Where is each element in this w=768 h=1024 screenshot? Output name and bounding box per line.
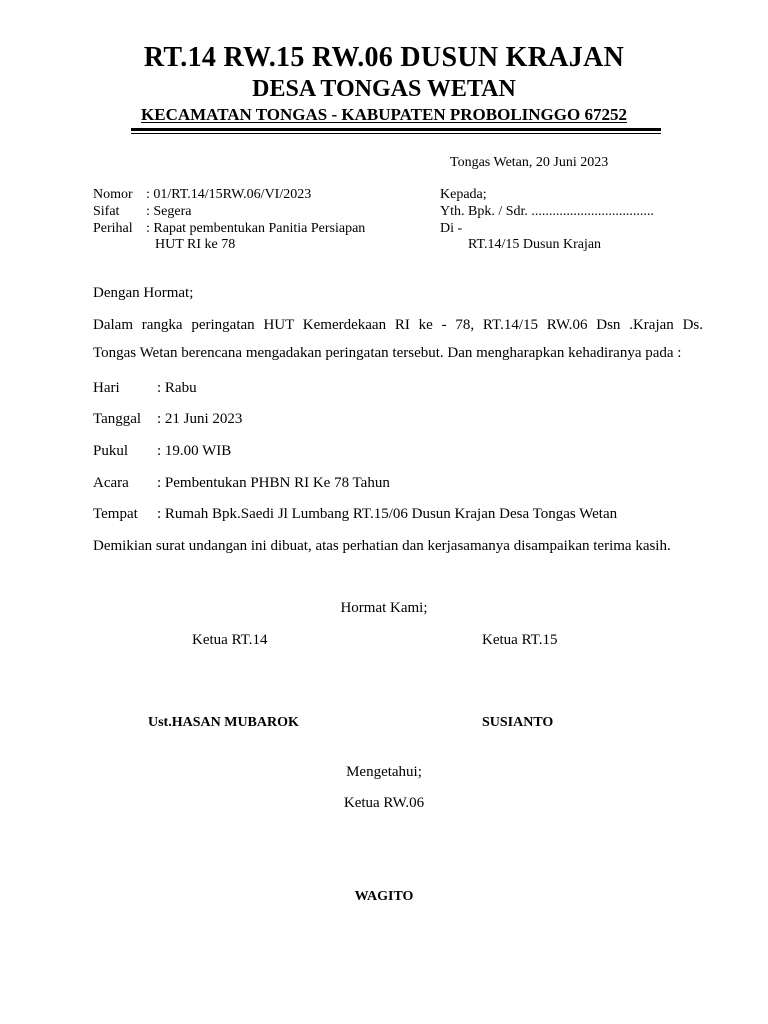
greeting: Dengan Hormat;: [93, 285, 194, 301]
letterhead-line-1: RT.14 RW.15 RW.06 DUSUN KRAJAN: [143, 42, 625, 73]
detail-tanggal-value: : 21 Juni 2023: [157, 411, 243, 427]
recipient-yth: Yth. Bpk. / Sdr. ...................................: [440, 204, 654, 219]
closing-text: Demikian surat undangan ini dibuat, atas perhatian dan kerjasamanya disampaikan terima kasih.: [93, 538, 671, 554]
rw-signatory-title: Ketua RW.06: [343, 795, 425, 811]
perihal-value-cont: HUT RI ke 78: [155, 237, 236, 252]
detail-tanggal-label: Tanggal: [93, 411, 142, 427]
left-signatory-title: Ketua RT.14: [192, 632, 268, 648]
body-paragraph: [93, 311, 703, 367]
hormat-kami: Hormat Kami;: [340, 600, 428, 616]
letterhead-rule-thick: [131, 128, 661, 131]
recipient-kepada: Kepada;: [440, 187, 487, 202]
detail-tempat-value: : Rumah Bpk.Saedi Jl Lumbang RT.15/06 Dusun Krajan Desa Tongas Wetan: [157, 506, 618, 522]
detail-pukul-value: : 19.00 WIB: [157, 443, 232, 459]
letterhead-address: KECAMATAN TONGAS - KABUPATEN PROBOLINGGO 67252: [141, 105, 627, 124]
right-signatory-title: Ketua RT.15: [482, 632, 558, 648]
sifat-label: Sifat: [93, 204, 120, 219]
body-line-2: Tongas Wetan berencana mengadakan peringatan tersebut. Dan mengharapkan kehadiranya pada :: [93, 345, 682, 361]
perihal-value: : Rapat pembentukan Panitia Persiapan: [146, 221, 366, 236]
left-signatory-name: Ust.HASAN MUBAROK: [148, 715, 299, 730]
right-signatory-name: SUSIANTO: [482, 715, 554, 730]
recipient-di: Di -: [440, 221, 463, 236]
sifat-value: : Segera: [146, 204, 192, 219]
recipient-place: RT.14/15 Dusun Krajan: [468, 237, 602, 252]
letter-date: Tongas Wetan, 20 Juni 2023: [450, 155, 609, 170]
detail-acara-value: : Pembentukan PHBN RI Ke 78 Tahun: [157, 475, 390, 491]
detail-hari-value: : Rabu: [157, 380, 197, 396]
body-line-1: Dalam rangka peringatan HUT Kemerdekaan RI ke - 78, RT.14/15 RW.06 Dsn .Krajan Ds.: [93, 317, 703, 333]
detail-tempat-label: Tempat: [93, 506, 138, 522]
perihal-label: Perihal: [93, 221, 133, 236]
nomor-label: Nomor: [93, 187, 133, 202]
rw-signatory-name: WAGITO: [354, 889, 414, 904]
mengetahui: Mengetahui;: [346, 764, 422, 780]
letterhead-rule-thin: [131, 133, 661, 134]
detail-pukul-label: Pukul: [93, 443, 129, 459]
detail-hari-label: Hari: [93, 380, 120, 396]
letterhead-line-2: DESA TONGAS WETAN: [252, 76, 516, 102]
letterhead-line-3: [0, 105, 768, 125]
nomor-value: : 01/RT.14/15RW.06/VI/2023: [146, 187, 312, 202]
detail-acara-label: Acara: [93, 475, 129, 491]
